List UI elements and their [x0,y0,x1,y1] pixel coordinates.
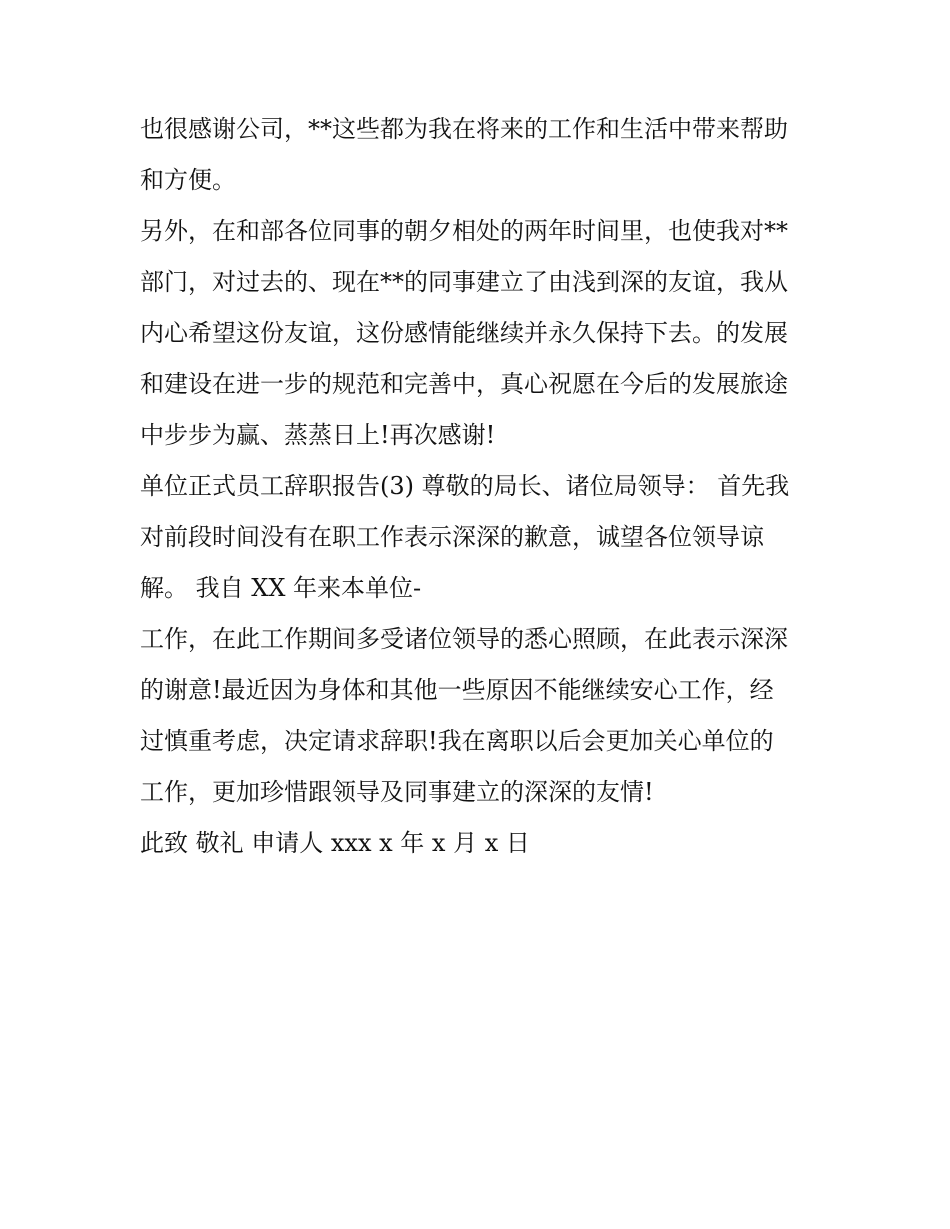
text-line: 内心希望这份友谊，这份感情能继续并永久保持下去。的发展 [140,319,788,347]
text-line: 工作，更加珍惜跟领导及同事建立的深深的友情! [140,778,654,806]
text-line: 和建设在进一步的规范和完善中，真心祝愿在今后的发展旅途 [140,370,788,398]
text-line: 单位正式员工辞职报告(3) 尊敬的局长、诸位局领导： 首先我 [140,472,790,500]
text-line: 工作，在此工作期间多受诸位领导的悉心照顾，在此表示深深 [140,625,788,653]
text-line: 对前段时间没有在职工作表示深深的歉意，诚望各位领导谅 [140,523,764,551]
signature-line: 此致 敬礼 申请人 xxx x 年 x 月 x 日 [140,829,530,857]
text-line: 解。 我自 XX 年来本单位- [140,574,422,602]
text-line: 和方便。 [140,166,236,194]
text-line: 另外，在和部各位同事的朝夕相处的两年时间里，也使我对** [140,217,788,245]
text-line: 过慎重考虑，决定请求辞职!我在离职以后会更加关心单位的 [140,727,774,755]
text-line: 中步步为赢、蒸蒸日上!再次感谢! [140,421,496,449]
text-line: 也很感谢公司，**这些都为我在将来的工作和生活中带来帮助 [140,115,788,143]
document-body [140,104,820,869]
text-line: 部门，对过去的、现在**的同事建立了由浅到深的友谊，我从 [140,268,788,296]
text-line: 的谢意!最近因为身体和其他一些原因不能继续安心工作，经 [140,676,774,704]
